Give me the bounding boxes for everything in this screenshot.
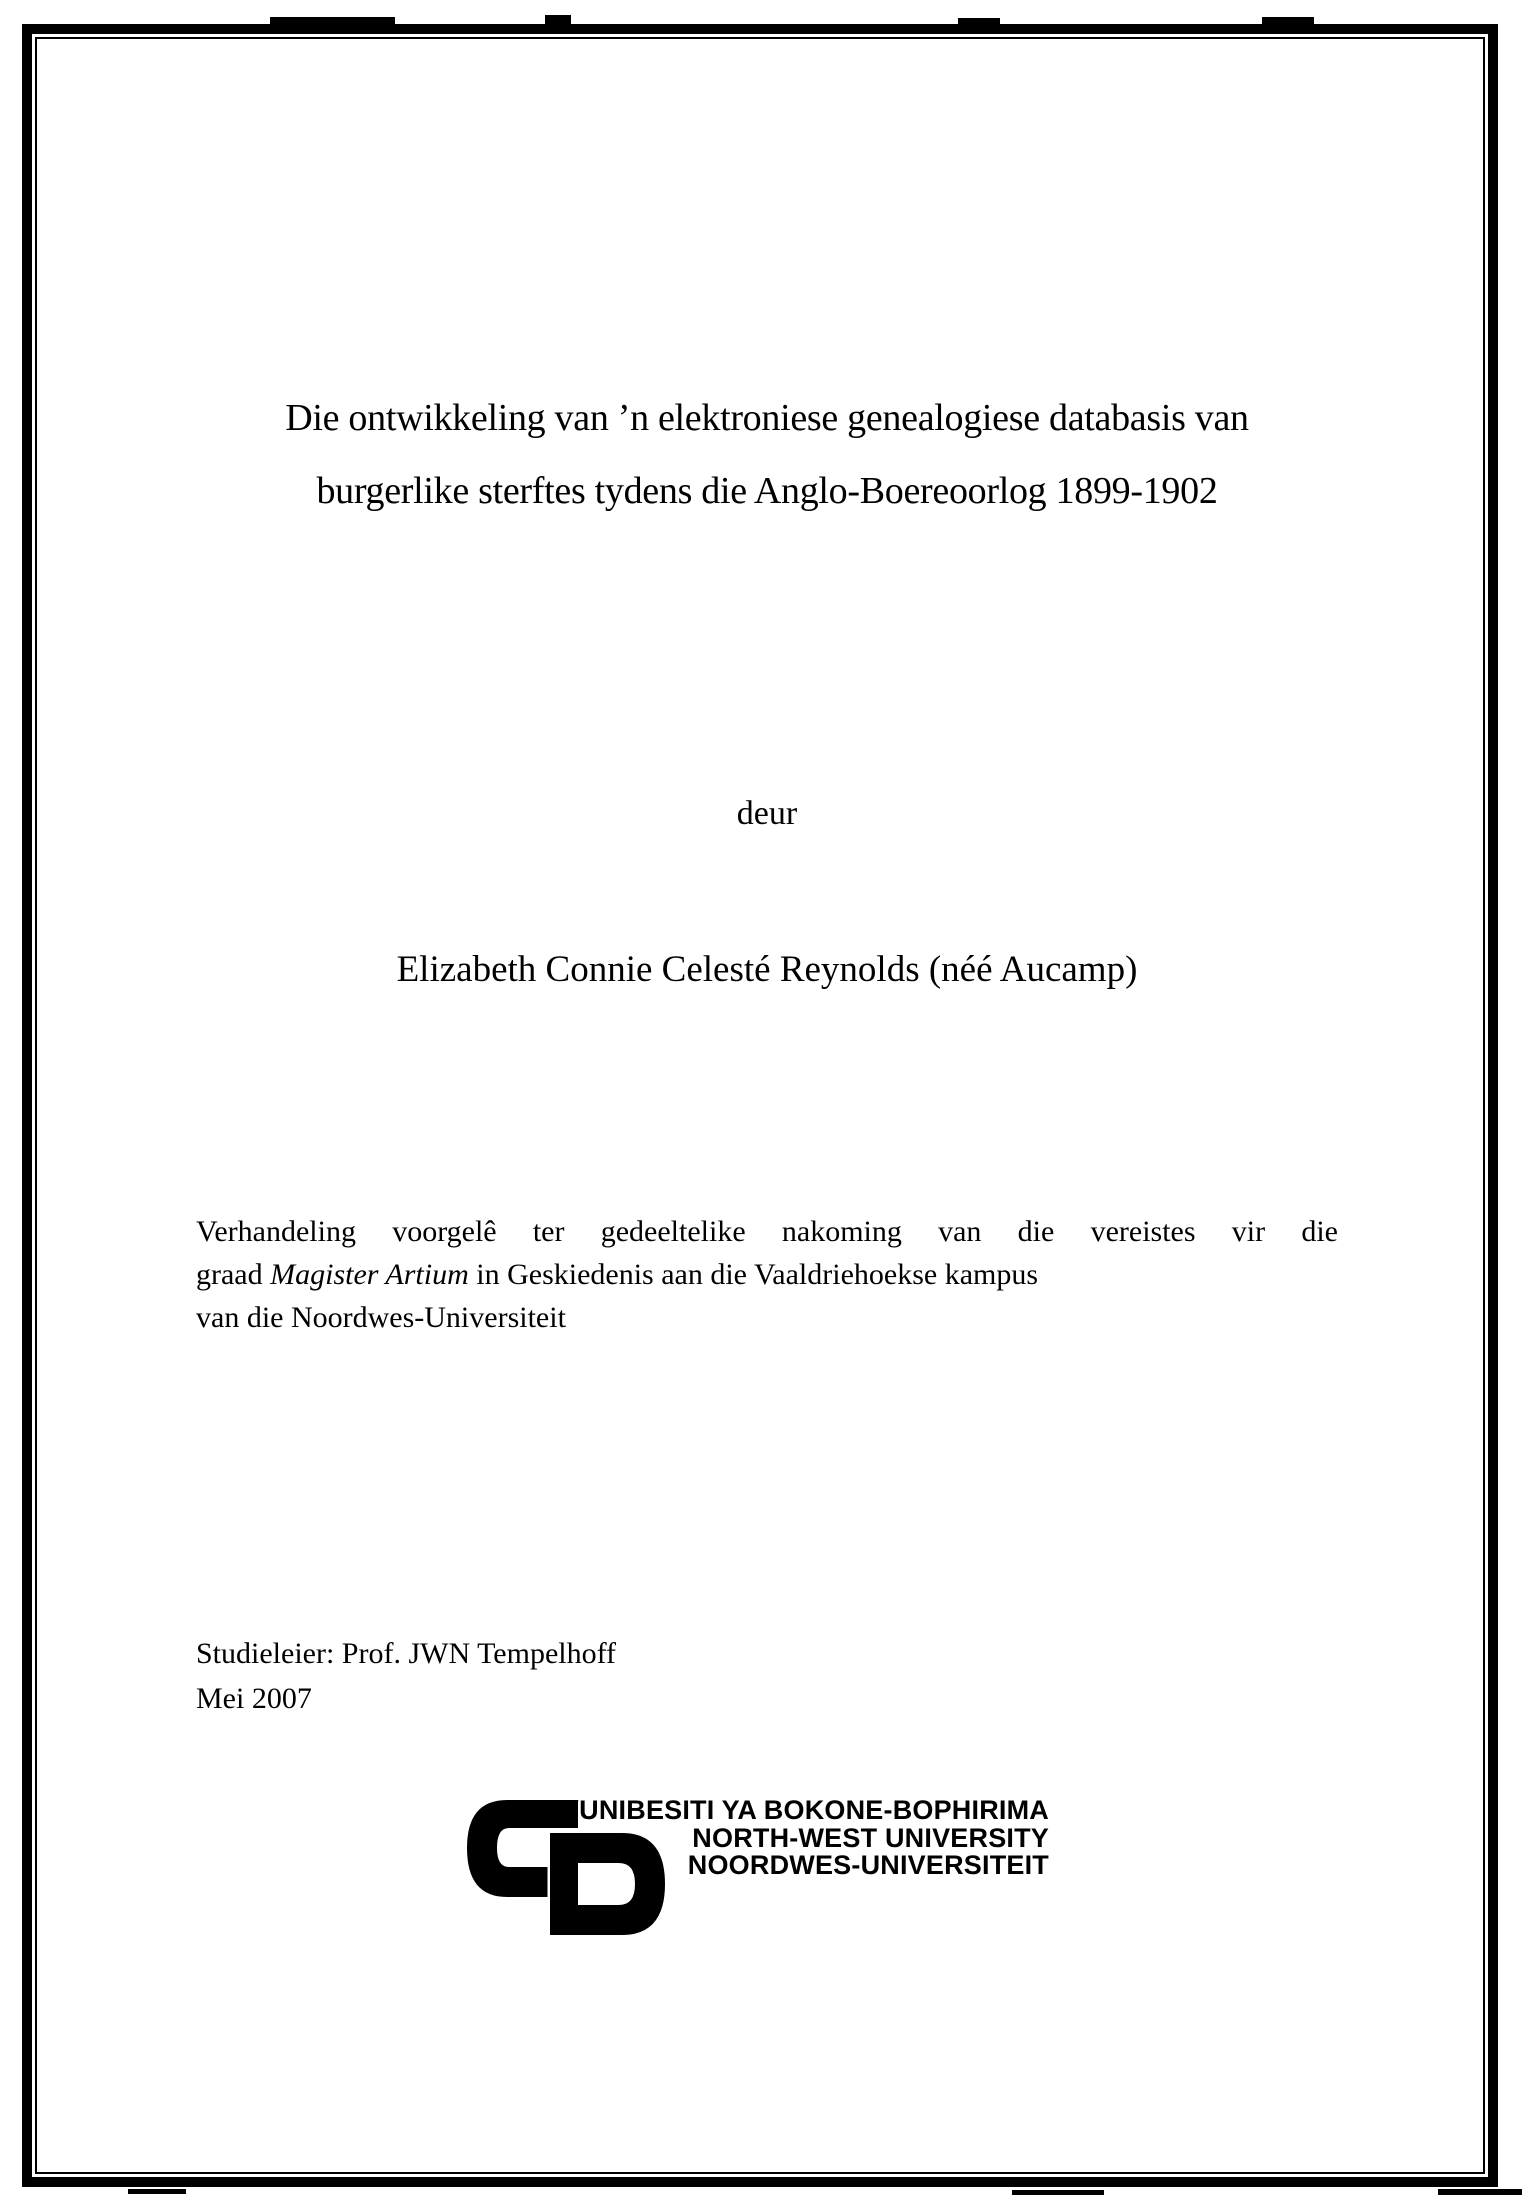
university-logo-text [540,1797,1049,1880]
logo-text-english: NORTH-WEST UNIVERSITY [692,1822,1049,1853]
thesis-title-line-1: Die ontwikkeling van ’n elektroniese genealogiese databasis van [285,397,1249,439]
author-name: Elizabeth Connie Celesté Reynolds (néé Aucamp) [396,949,1138,990]
date-line: Mei 2007 [196,1682,312,1715]
scan-noise [1438,2189,1522,2195]
byline-label: deur [736,795,798,832]
logo-text-setswana: YUNIBESITI YA BOKONE-BOPHIRIMA [560,1795,1049,1825]
scan-noise [545,15,571,24]
thesis-title [196,382,1338,528]
supervisor-block [196,1631,1338,1721]
scan-noise [128,2189,186,2194]
degree-statement-line-2 [196,1253,1338,1296]
scan-noise [1012,2190,1104,2195]
degree-statement-line-1: Verhandeling voorgelê ter gedeeltelike nakoming van die vereistes vir die [196,1215,1338,1248]
degree-statement-line-2-prefix: graad [196,1258,271,1291]
supervisor-line: Studieleier: Prof. JWN Tempelhoff [196,1637,617,1670]
degree-name-italic: Magister Artium [270,1258,469,1291]
thesis-title-line-2: burgerlike sterftes tydens die Anglo-Boereoorlog 1899-1902 [316,470,1218,512]
logo-text-afrikaans: NOORDWES-UNIVERSITEIT [687,1850,1049,1880]
degree-statement [196,1210,1338,1339]
degree-statement-line-3: van die Noordwes-Universiteit [196,1301,566,1334]
degree-statement-line-2-suffix: in Geskiedenis aan die Vaaldriehoekse kampus [468,1258,1039,1291]
scan-noise [1262,17,1314,24]
